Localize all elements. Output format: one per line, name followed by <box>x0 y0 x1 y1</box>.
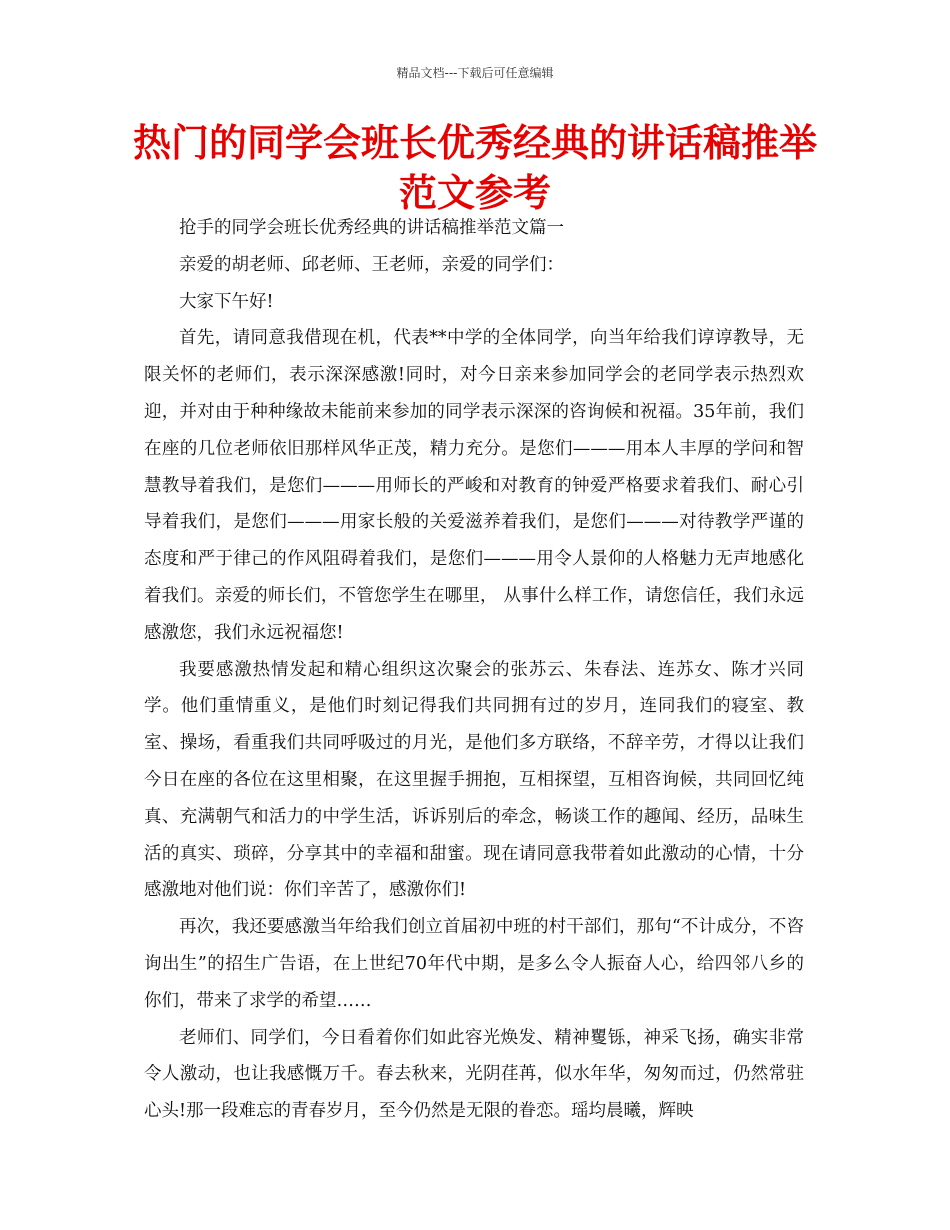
document-title <box>70 118 880 218</box>
page-header: 精品文档---下载后可任意编辑 <box>396 66 554 80</box>
title-line-1: 热门的同学会班长优秀经典的讲话稿推举 <box>132 121 817 165</box>
section-heading: 抢手的同学会班长优秀经典的讲话稿推举范文篇一 <box>179 218 564 238</box>
paragraph: 我要感激热情发起和精心组织这次聚会的张苏云、朱春法、连苏女、陈才兴同学。他们重情重义，是他们时刻记得我们共同拥有过的岁月，连同我们的寝室、教室、操场，看重我们共同呼吸过的月光，是他们多方联络，不辞辛劳，才得以让我们今日在座的各位在这里相聚，在这里握手拥抱，互相探望，互相咨询候，共同回忆纯真、充满朝气和活力的中学生活，诉诉别后的牵念，畅谈工作的趣闻、经历，品味生活的真实、琐碎，分享其中的幸福和甜蜜。现在请同意我带着如此激动的心情，十分感激地对他们说：你们辛苦了，感激你们! <box>144 659 804 901</box>
paragraph: 老师们、同学们，今日看着你们如此容光焕发、精神矍铄，神采飞扬，确实非常令人激动，也让我感慨万千。春去秋来，光阴荏苒，似水年华，匆匆而过，仍然常驻心头!那一段难忘的青春岁月，至今仍然是无限的眷恋。瑶均晨曦，辉映 <box>144 1027 804 1122</box>
salutation: 亲爱的胡老师、邱老师、王老师，亲爱的同学们： <box>179 254 564 275</box>
document-body <box>144 210 804 1130</box>
title-line-2: 范文参考 <box>398 171 551 215</box>
greeting: 大家下午好! <box>179 291 274 312</box>
paragraph: 首先，请同意我借现在机，代表**中学的全体同学，向当年给我们谆谆教导，无限关怀的老师们，表示深深感激!同时，对今日亲来参加同学会的老同学表示热烈欢迎，并对由于种种缘故未能前来参加的同学表示深深的咨询候和祝福。35年前，我们在座的几位老师依旧那样风华正茂，精力充分。是您们———用本人丰厚的学问和智慧教导着我们，是您们———用师长的严峻和对教育的钟爱严格要求着我们、耐心引导着我们，是您们———用家长般的关爱滋养着我们，是您们———对待教学严谨的态度和严于律己的作风阻碍着我们，是您们———用令人景仰的人格魅力无声地感化着我们。亲爱的师长们，不管您学生在哪里， 从事什么样工作，请您信任，我们永远感激您，我们永远祝福您! <box>144 328 804 643</box>
paragraph: 再次，我还要感激当年给我们创立首届初中班的村干部们，那句“不计成分，不咨询出生”的招生广告语，在上世纪70年代中期，是多么令人振奋人心，给四邻八乡的你们，带来了求学的希望…… <box>144 917 804 1011</box>
